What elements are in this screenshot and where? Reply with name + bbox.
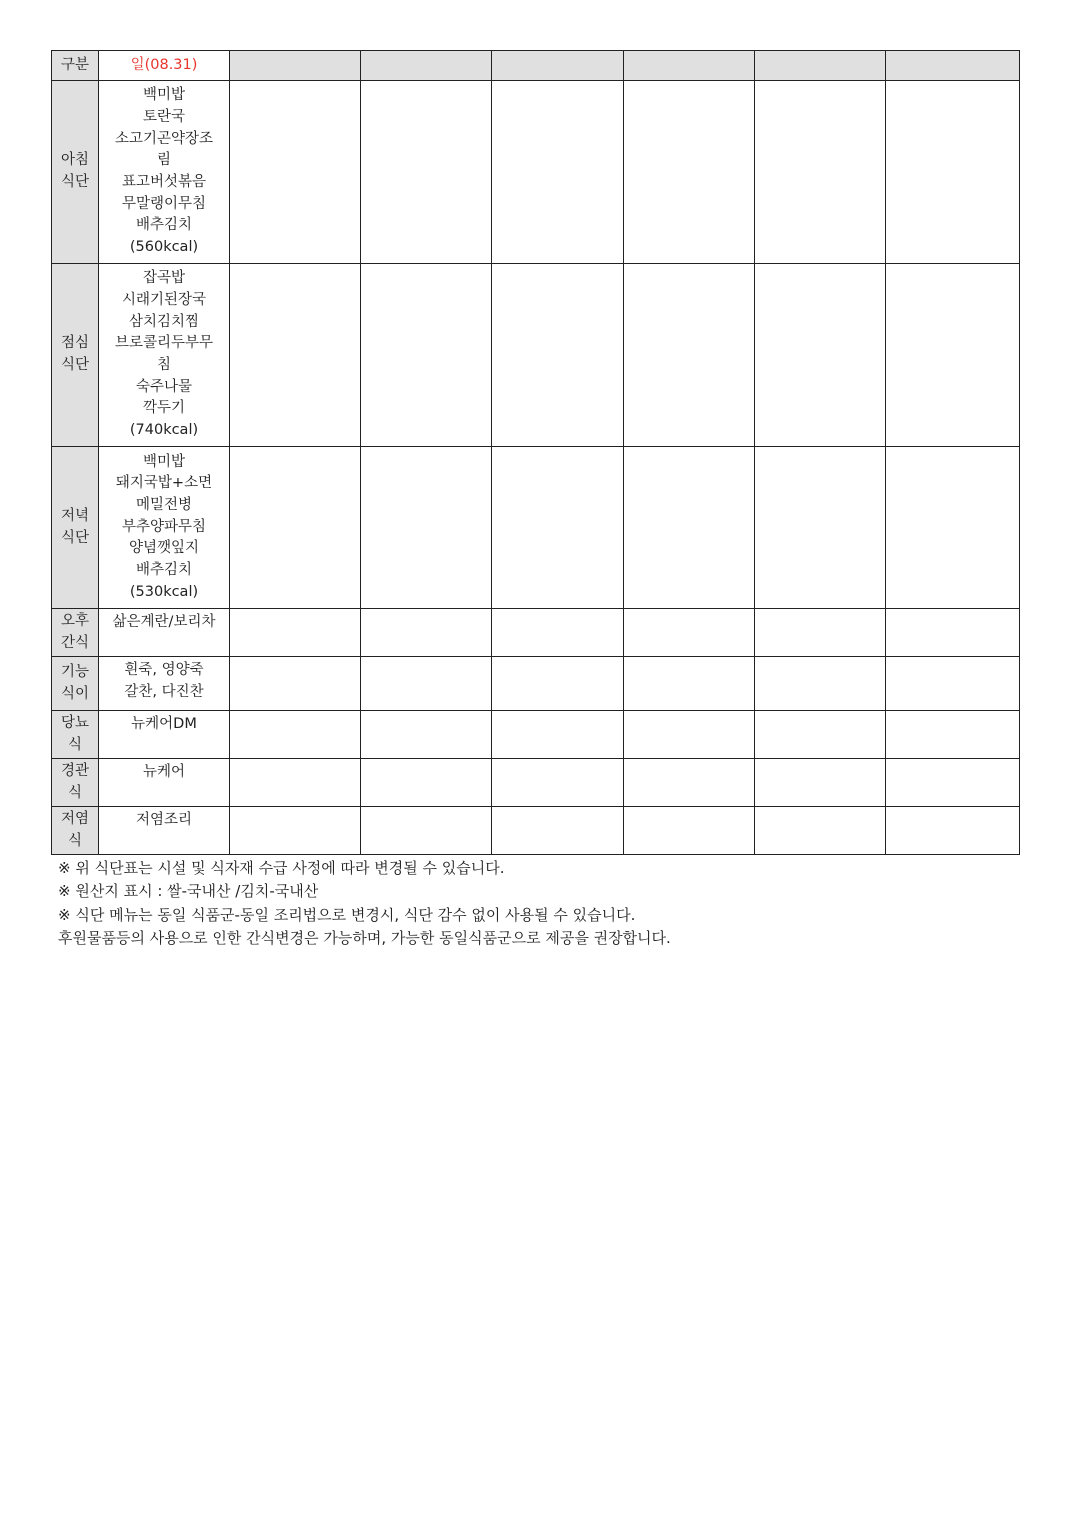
empty-cell [886,609,1020,657]
header-empty-cell [624,51,755,81]
empty-cell [492,657,624,711]
empty-cell [361,609,492,657]
empty-cell [492,807,624,855]
header-empty-cell [492,51,624,81]
empty-cell [230,609,361,657]
functional-menu: 흰죽, 영양죽 갈찬, 다진찬 [99,657,230,711]
empty-cell [230,657,361,711]
note-change-notice: ※ 위 식단표는 시설 및 식자재 수급 사정에 따라 변경될 수 있습니다. [58,859,505,877]
meal-row-functional [52,657,1020,711]
empty-cell [886,657,1020,711]
empty-cell [755,81,886,264]
empty-cell [886,81,1020,264]
meal-plan-table [51,50,1020,855]
empty-cell [492,264,624,447]
header-label: 구분 [52,51,99,81]
empty-cell [886,264,1020,447]
meal-row-low-sodium [52,807,1020,855]
empty-cell [755,807,886,855]
row-label-snack: 오후 간식 [52,609,99,657]
breakfast-menu: 백미밥 토란국 소고기곤약장조 림 표고버섯볶음 무말랭이무침 배추김치 (560kcal) [99,81,230,264]
empty-cell [624,807,755,855]
empty-cell [624,609,755,657]
header-day-sunday: 일(08.31) [99,51,230,81]
row-label-low-sodium: 저염 식 [52,807,99,855]
empty-cell [361,657,492,711]
row-label-lunch: 점심 식단 [52,264,99,447]
header-row [52,51,1020,81]
meal-row-snack [52,609,1020,657]
low-sodium-menu: 저염조리 [99,807,230,855]
snack-menu: 삶은계란/보리차 [99,609,230,657]
empty-cell [492,609,624,657]
empty-cell [624,447,755,609]
row-label-tube: 경관 식 [52,759,99,807]
empty-cell [886,711,1020,759]
empty-cell [624,759,755,807]
empty-cell [361,807,492,855]
meal-row-dinner [52,447,1020,609]
header-empty-cell [886,51,1020,81]
empty-cell [492,81,624,264]
empty-cell [230,807,361,855]
header-empty-cell [361,51,492,81]
empty-cell [886,807,1020,855]
empty-cell [230,81,361,264]
row-label-functional: 기능 식이 [52,657,99,711]
note-substitution: ※ 식단 메뉴는 동일 식품군-동일 조리법으로 변경시, 식단 감수 없이 사용될 수 있습니다. [58,905,636,924]
header-empty-cell [755,51,886,81]
header-empty-cell [230,51,361,81]
notes-block [58,857,671,951]
empty-cell [230,711,361,759]
empty-cell [361,759,492,807]
empty-cell [230,447,361,609]
note-donation: 후원물품등의 사용으로 인한 간식변경은 가능하며, 가능한 동일식품군으로 제공을 권장합니다. [58,929,671,948]
meal-row-lunch [52,264,1020,447]
note-origin: ※ 원산지 표시 : 쌀-국내산 /김치-국내산 [58,882,319,901]
diabetic-menu: 뉴케어DM [99,711,230,759]
empty-cell [624,81,755,264]
empty-cell [624,711,755,759]
empty-cell [230,759,361,807]
empty-cell [624,657,755,711]
empty-cell [755,711,886,759]
empty-cell [624,264,755,447]
empty-cell [492,711,624,759]
empty-cell [492,759,624,807]
lunch-menu: 잡곡밥 시래기된장국 삼치김치찜 브로콜리두부무 침 숙주나물 깍두기 (740kcal) [99,264,230,447]
empty-cell [755,609,886,657]
empty-cell [361,81,492,264]
row-label-diabetic: 당뇨 식 [52,711,99,759]
empty-cell [755,264,886,447]
empty-cell [755,759,886,807]
empty-cell [492,447,624,609]
empty-cell [361,711,492,759]
empty-cell [886,759,1020,807]
dinner-menu: 백미밥 돼지국밥+소면 메밀전병 부추양파무침 양념깻잎지 배추김치 (530kcal) [99,447,230,609]
meal-row-tube [52,759,1020,807]
empty-cell [361,264,492,447]
empty-cell [886,447,1020,609]
empty-cell [755,447,886,609]
empty-cell [361,447,492,609]
meal-row-diabetic [52,711,1020,759]
empty-cell [230,264,361,447]
tube-menu: 뉴케어 [99,759,230,807]
row-label-breakfast: 아침 식단 [52,81,99,264]
row-label-dinner: 저녁 식단 [52,447,99,609]
meal-row-breakfast [52,81,1020,264]
empty-cell [755,657,886,711]
